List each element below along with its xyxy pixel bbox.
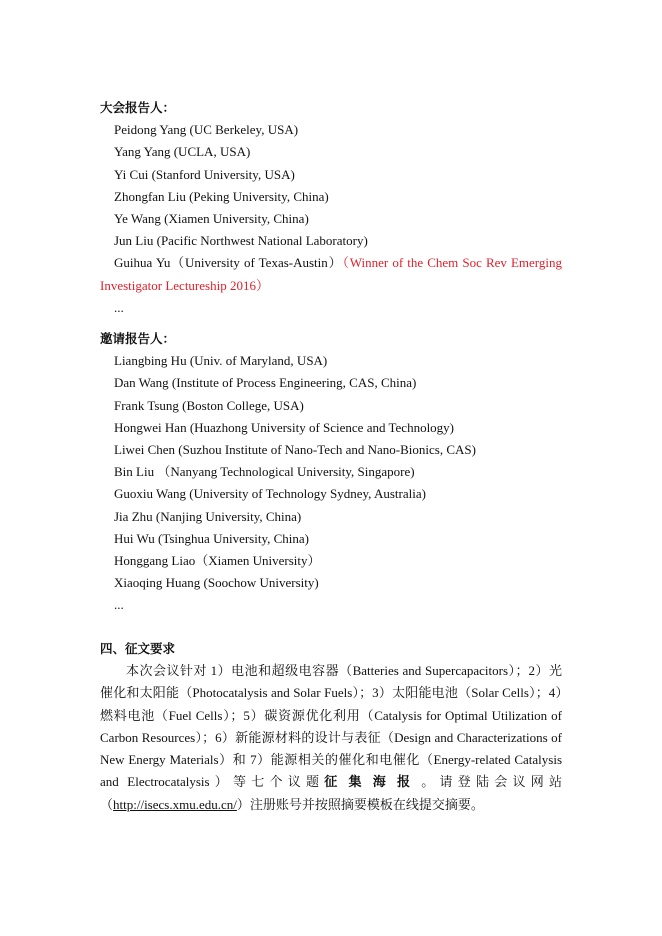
invited-heading: 邀请报告人： — [100, 331, 176, 346]
speaker-guihua — [100, 252, 562, 296]
speaker: Yang Yang (UCLA, USA) — [114, 144, 251, 160]
speaker: Guoxiu Wang (University of Technology Sydney, Australia) — [114, 486, 426, 502]
speaker: Liwei Chen (Suzhou Institute of Nano-Tech and Nano-Bionics, CAS) — [114, 442, 476, 458]
ellipsis: ... — [114, 597, 124, 613]
paragraph-text: ）注册账号并按照摘要模板在线提交摘要。 — [236, 797, 484, 813]
plenary-heading: 大会报告人： — [100, 100, 176, 115]
submission-paragraph — [100, 660, 562, 816]
paragraph-text: 。请登陆会议网站（ — [100, 774, 562, 813]
speaker: Zhongfan Liu (Peking University, China) — [114, 188, 329, 204]
speaker: Frank Tsung (Boston College, USA) — [114, 397, 304, 413]
speaker: Liangbing Hu (Univ. of Maryland, USA) — [114, 353, 328, 369]
poster-call: 征集海报 — [324, 775, 422, 791]
speaker: Hui Wu (Tsinghua University, China) — [114, 530, 309, 546]
conference-website-link[interactable]: http://isecs.xmu.edu.cn/ — [113, 797, 237, 813]
speaker: Dan Wang (Institute of Process Engineering, CAS, China) — [114, 375, 417, 391]
invited-speakers-section — [100, 328, 562, 617]
submission-section — [100, 638, 562, 817]
plenary-speakers-section — [100, 97, 562, 319]
section-heading: 四、征文要求 — [100, 641, 176, 656]
speaker: Bin Liu （Nanyang Technological University, Singapore) — [114, 464, 415, 480]
speaker: Jun Liu (Pacific Northwest National Laboratory) — [114, 233, 368, 249]
paragraph-text: 本次会议针对 1）电池和超级电容器（Batteries and Supercapacitors）；2）光催化和太阳能（Photocatalysis and Solar Fuels）；3）太阳能电池（Solar Cells）；4）燃料电池（Fuel Cells）；5）碳资源优化利用（Catalysis for Optimal Utilization of Carbon Resources）；6）新能源材料的设计与表征（Design and Characterizations of New Energy Materials）和 7）能源相关的催化和电催化（Energy-related Catalysis and Electrocatalysis）等七个议题 — [100, 663, 562, 790]
speaker: Honggang Liao（Xiamen University） — [114, 553, 321, 569]
award-note: （Winner of the Chem Soc Rev Emerging Investigator Lectureship 2016） — [100, 255, 562, 293]
speaker: Peidong Yang (UC Berkeley, USA) — [114, 122, 299, 138]
speaker: Jia Zhu (Nanjing University, China) — [114, 508, 302, 524]
speaker: Yi Cui (Stanford University, USA) — [114, 166, 295, 182]
ellipsis: ... — [114, 299, 124, 315]
speaker: Hongwei Han (Huazhong University of Science and Technology) — [114, 419, 455, 435]
speaker-name: Guihua Yu（University of Texas-Austin） — [114, 255, 343, 271]
speaker: Xiaoqing Huang (Soochow University) — [114, 575, 319, 591]
speaker: Ye Wang (Xiamen University, China) — [114, 211, 309, 227]
